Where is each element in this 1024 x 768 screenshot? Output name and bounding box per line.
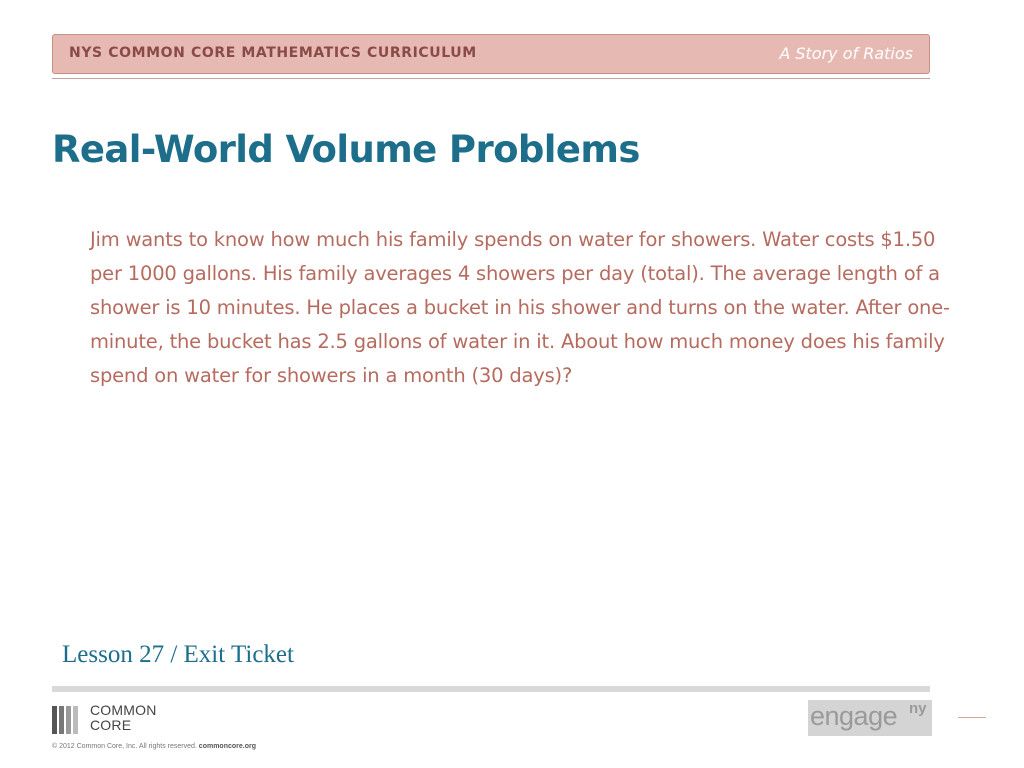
- header-divider: [52, 78, 930, 79]
- story-label: A Story of Ratios: [779, 44, 913, 63]
- page-title: Real-World Volume Problems: [52, 128, 640, 171]
- copyright-text: © 2012 Common Core, Inc. All rights reserved.: [52, 743, 197, 750]
- engage-word: engage: [810, 701, 898, 731]
- common-core-line2: CORE: [90, 717, 132, 733]
- common-core-line1: COMMON: [90, 702, 157, 718]
- engage-ny-superscript: ny: [909, 700, 927, 717]
- common-core-wordmark: [90, 703, 157, 733]
- common-core-logo: [52, 704, 192, 738]
- lesson-label: Lesson 27 / Exit Ticket: [62, 641, 294, 668]
- header-bar: [52, 34, 930, 74]
- problem-text: Jim wants to know how much his family spends on water for showers. Water costs $1.50 per 1000 gallons. His family averages 4 showers per day (total). The average length of a shower is 10 minutes. He places a bucket in his shower and turns on the water. After one-minute, the bucket has 2.5 gallons of water in it. About how much money does his family spend on water for showers in a month (30 days)?: [90, 228, 950, 387]
- common-core-bars-icon: [52, 706, 84, 734]
- copyright-notice: [52, 743, 256, 750]
- curriculum-label: NYS COMMON CORE MATHEMATICS CURRICULUM: [69, 45, 477, 61]
- footer-divider: [52, 686, 930, 692]
- copyright-site: commoncore.org: [198, 743, 256, 750]
- engage-ny-logo: [808, 700, 932, 736]
- side-dash: [958, 717, 986, 718]
